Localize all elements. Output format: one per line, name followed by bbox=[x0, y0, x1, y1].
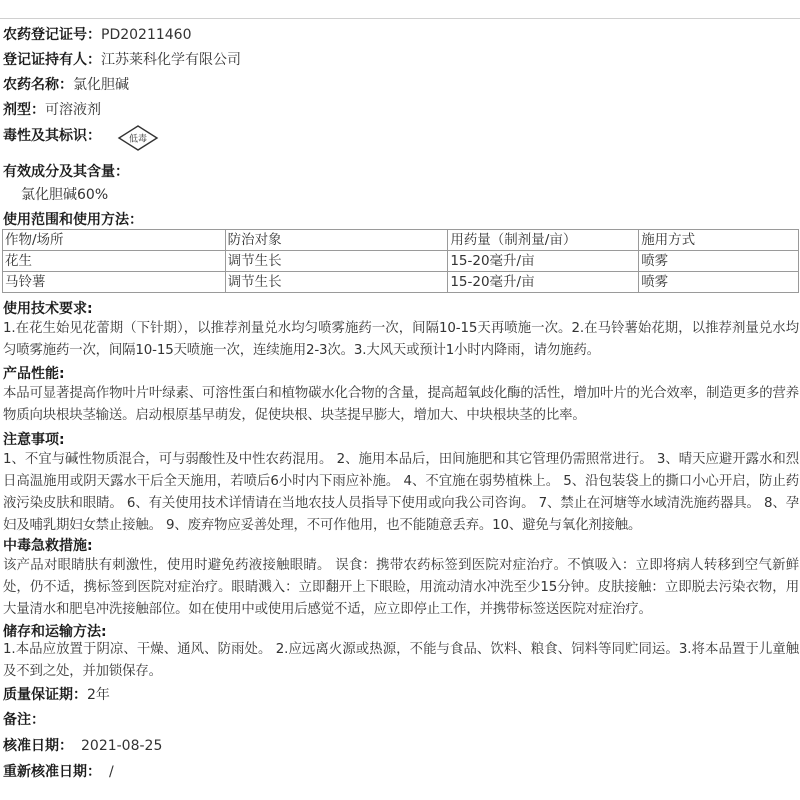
name-label: 农药名称： bbox=[3, 77, 73, 93]
approval-date-value: 2021-08-25 bbox=[81, 738, 163, 754]
table-row bbox=[3, 272, 799, 293]
registration-value: PD20211460 bbox=[101, 27, 192, 43]
toxicity-label: 毒性及其标识： bbox=[3, 128, 101, 144]
registration-label: 农药登记证号： bbox=[3, 27, 101, 43]
header-method: 施用方式 bbox=[639, 230, 799, 251]
precautions-text: 1、不宜与碱性物质混合，可与弱酸性及中性农药混用。 2、施用本品后，田间施肥和其它管理仍需照常进行。 3、晴天应避开露水和烈日高温施用或阴天露水干后全天施用，若喷后6小时内下雨应补施。 4、不宜施在弱势植株上。 5、沿包装袋上的撕口小心开启，防止药液污染皮肤和眼睛。 6、有关使用技术详情请在当地农技人员指导下使用或向我公司咨询。 7、禁止在河塘等水域清洗施药器具。 8、孕妇及哺乳期妇女禁止接触。 9、废弃物应妥善处理，不可作他用，也不能随意丢弃。10、避免与氧化剂接触。 bbox=[3, 452, 799, 533]
holder-label: 登记证持有人： bbox=[3, 52, 101, 68]
header-target: 防治对象 bbox=[225, 230, 448, 251]
storage-label: 储存和运输方法: bbox=[3, 624, 107, 640]
performance-heading-row bbox=[3, 363, 65, 384]
precautions-heading-row bbox=[3, 429, 65, 450]
technical-label: 使用技术要求: bbox=[3, 301, 93, 317]
holder-row bbox=[3, 49, 241, 70]
header-crop: 作物/场所 bbox=[3, 230, 226, 251]
formulation-label: 剂型： bbox=[3, 102, 45, 118]
header-dosage: 用药量（制剂量/亩） bbox=[448, 230, 639, 251]
ingredients-heading-row bbox=[3, 161, 129, 182]
reapproval-date-row bbox=[3, 761, 114, 782]
approval-date-row bbox=[3, 735, 162, 756]
name-value: 氯化胆碱 bbox=[73, 77, 129, 93]
usage-table bbox=[2, 229, 799, 293]
cell-crop: 马铃薯 bbox=[3, 272, 226, 293]
storage-text: 1.本品应放置于阴凉、干燥、通风、防雨处。 2.应远离火源或热源，不能与食品、饮料、粮食、饲料等同贮同运。3.将本品置于儿童触及不到之处，并加锁保存。 bbox=[3, 642, 799, 679]
top-divider bbox=[0, 18, 800, 19]
formulation-row bbox=[3, 99, 101, 120]
low-toxicity-icon bbox=[117, 124, 159, 152]
reapproval-date-value: / bbox=[109, 764, 114, 780]
technical-heading-row bbox=[3, 298, 93, 319]
reapproval-date-label: 重新核准日期： bbox=[3, 764, 101, 780]
toxicity-row bbox=[3, 125, 101, 146]
cell-target: 调节生长 bbox=[225, 251, 448, 272]
approval-date-label: 核准日期： bbox=[3, 738, 73, 754]
holder-value: 江苏莱科化学有限公司 bbox=[101, 52, 241, 68]
cell-method: 喷雾 bbox=[639, 272, 799, 293]
precautions-label: 注意事项: bbox=[3, 432, 65, 448]
usage-label: 使用范围和使用方法： bbox=[3, 212, 143, 228]
formulation-value: 可溶液剂 bbox=[45, 102, 101, 118]
cell-dosage: 15-20毫升/亩 bbox=[448, 272, 639, 293]
cell-target: 调节生长 bbox=[225, 272, 448, 293]
table-row bbox=[3, 251, 799, 272]
performance-text: 本品可显著提高作物叶片叶绿素、可溶性蛋白和植物碳水化合物的含量，提高超氧歧化酶的活性，增加叶片的光合效率，制造更多的营养物质向块根块茎输送。启动根原基早萌发，促使块根、块茎提早膨大，增加大、中块根块茎的比率。 bbox=[3, 386, 799, 423]
ingredients-label: 有效成分及其含量： bbox=[3, 164, 129, 180]
remarks-row bbox=[3, 709, 45, 730]
first-aid-heading-row bbox=[3, 535, 93, 556]
first-aid-label: 中毒急救措施: bbox=[3, 538, 93, 554]
toxicity-badge-text: 低毒 bbox=[128, 134, 148, 145]
warranty-label: 质量保证期： bbox=[3, 687, 87, 703]
name-row bbox=[3, 74, 129, 95]
registration-row bbox=[3, 24, 191, 45]
technical-text: 1.在花生始见花蕾期（下针期），以推荐剂量兑水均匀喷雾施药一次，间隔10-15天再喷施一次。2.在马铃薯始花期，以推荐剂量兑水均匀喷雾施药一次，间隔10-15天喷施一次，连续施用2-3次。3.大风天或预计1小时内降雨，请勿施药。 bbox=[3, 321, 799, 358]
remarks-label: 备注： bbox=[3, 712, 45, 728]
cell-dosage: 15-20毫升/亩 bbox=[448, 251, 639, 272]
warranty-value: 2年 bbox=[87, 687, 110, 703]
warranty-row bbox=[3, 684, 110, 705]
ingredient-value: 氯化胆碱60% bbox=[21, 187, 109, 203]
first-aid-text: 该产品对眼睛肤有刺激性，使用时避免药液接触眼睛。 误食：携带农药标签到医院对症治疗。不慎吸入：立即将病人转移到空气新鲜处，仍不适，携标签到医院对症治疗。眼睛溅入：立即翻开上下眼睑，用流动清水冲洗至少15分钟。皮肤接触：立即脱去污染衣物，用大量清水和肥皂冲洗接触部位。如在使用中或使用后感觉不适，应立即停止工作，并携带标签送医院对症治疗。 bbox=[3, 558, 799, 617]
performance-label: 产品性能: bbox=[3, 366, 65, 382]
usage-heading-row bbox=[3, 209, 143, 230]
usage-table-header bbox=[3, 230, 799, 251]
cell-method: 喷雾 bbox=[639, 251, 799, 272]
cell-crop: 花生 bbox=[3, 251, 226, 272]
